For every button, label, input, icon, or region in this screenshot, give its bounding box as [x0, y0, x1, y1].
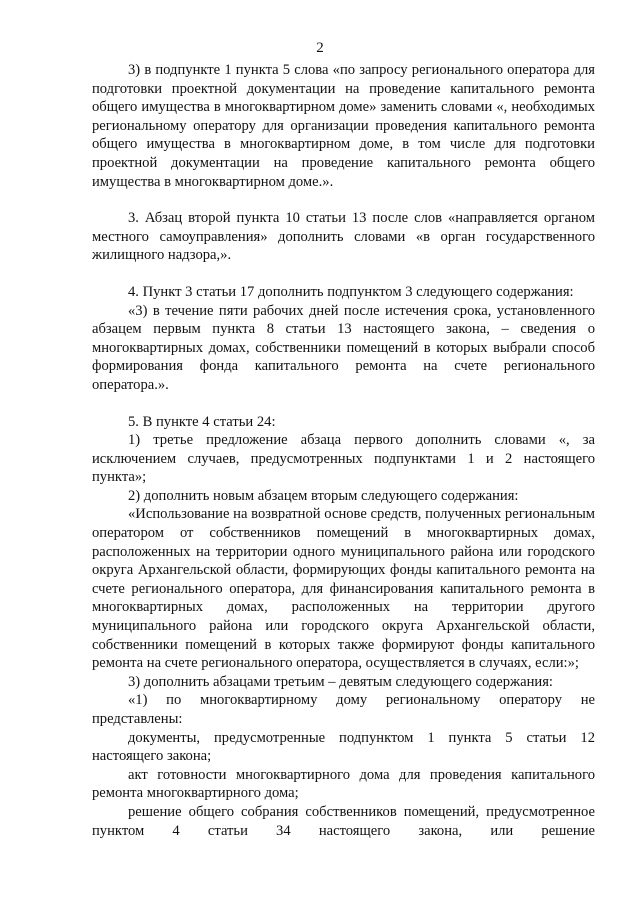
paragraph: акт готовности многоквартирного дома для проведения капитального ремонта многоквартирного дома; [92, 766, 595, 802]
paragraph: «1) по многоквартирному дому региональному оператору не представлены: [92, 692, 595, 727]
paragraph: 1) третье предложение абзаца первого дополнить словами «, за исключением случаев, предусмотренных подпунктами 1 и 2 настоящего пункта»; [92, 432, 595, 486]
page-number: 2 [316, 40, 324, 56]
paragraph: документы, предусмотренные подпунктом 1 пункта 5 статьи 12 настоящего закона; [92, 729, 595, 765]
paragraph: 2) дополнить новым абзацем вторым следующего содержания: [128, 487, 519, 504]
document-body [92, 61, 595, 840]
paragraph-gap [92, 191, 595, 209]
paragraph-gap [92, 265, 595, 283]
paragraph-gap [92, 395, 595, 413]
paragraph: решение общего собрания собственников помещений, предусмотренное пунктом 4 статьи 34 настоящего закона, или решение [92, 803, 595, 839]
paragraph: «3) в течение пяти рабочих дней после истечения срока, установленного абзацем первым пункта 8 статьи 13 настоящего закона, – сведения о многоквартирных домах, собственники помещений в которых выбрали способ формирования фонда капитального ремонта на счете регионального оператора.». [92, 302, 595, 393]
paragraph: 4. Пункт 3 статьи 17 дополнить подпунктом 3 следующего содержания: [128, 283, 574, 300]
paragraph: 3) дополнить абзацами третьим – девятым следующего содержания: [128, 673, 553, 690]
paragraph: 3. Абзац второй пункта 10 статьи 13 после слов «направляется органом местного самоуправления» дополнить словами «в орган государственного жилищного надзора,». [92, 210, 595, 264]
paragraph: 5. В пункте 4 статьи 24: [128, 413, 276, 430]
paragraph: «Использование на возвратной основе средств, полученных региональным оператором от собственников помещений в многоквартирных домах, расположенных на территории одного муниципального района или городского округа Архангельской области, формирующих фонды капитального ремонта на счете регионального оператора, для финансирования капитального ремонта в многоквартирных домах, расположенных на территории другого муниципального района или городского округа Архангельской области, собственники помещений в которых также формируют фонды капитального ремонта на счете регионального оператора, осуществляется в случаях, если:»; [92, 506, 595, 672]
paragraph: 3) в подпункте 1 пункта 5 слова «по запросу регионального оператора для подготовки проектной документации на проведение капитального ремонта общего имущества в многоквартирном доме» заменить словами «, необходимых региональному оператору для организации проведения капитального ремонта общего имущества в многоквартирном доме, в том числе для подготовки проектной документации на проведение капитального ремонта общего имущества в многоквартирном доме.». [92, 62, 595, 190]
